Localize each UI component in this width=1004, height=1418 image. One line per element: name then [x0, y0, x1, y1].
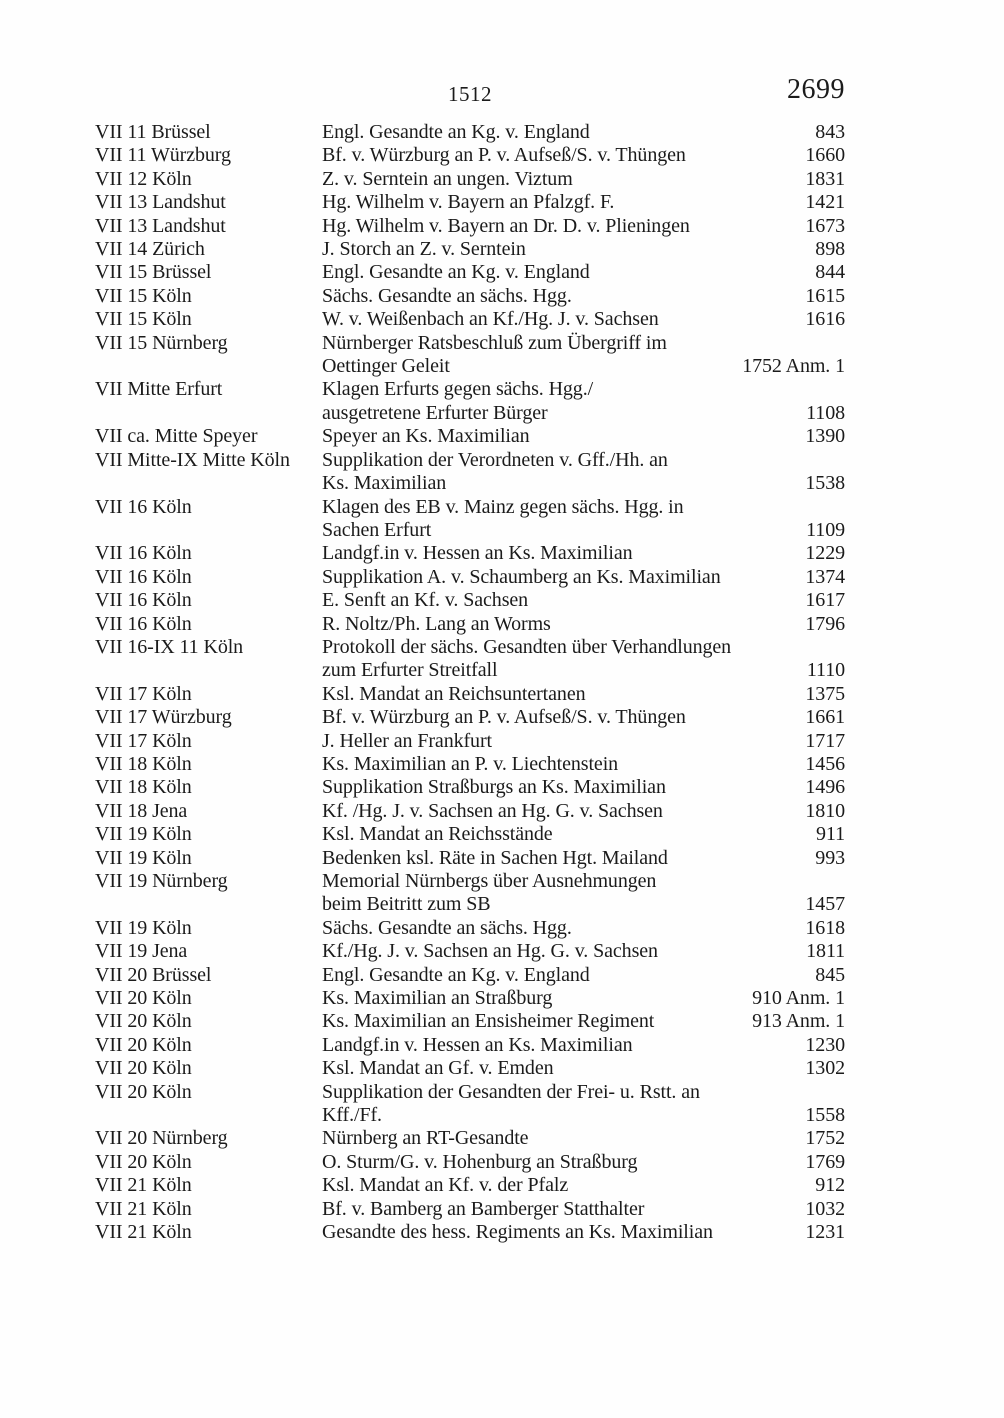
entry-page-ref	[833, 378, 845, 401]
entry-page-ref	[833, 636, 845, 659]
running-head-page-number: 2699	[787, 74, 845, 105]
index-entry-line	[95, 683, 845, 706]
entry-date: VII 20 Köln	[95, 1010, 192, 1033]
entry-description: O. Sturm/G. v. Hohenburg an Straßburg	[322, 1150, 638, 1173]
index-entry-line	[95, 870, 845, 893]
entry-page-ref: 1538	[805, 472, 845, 495]
index-list	[95, 121, 845, 1245]
entry-date	[95, 1104, 322, 1127]
entry-date: VII 15 Köln	[95, 284, 192, 307]
entry-page-ref: 898	[815, 238, 845, 261]
entry-page-ref	[833, 1081, 845, 1104]
entry-description: Kf./Hg. J. v. Sachsen an Hg. G. v. Sachsen	[322, 940, 658, 963]
index-entry-line	[95, 332, 845, 355]
entry-description: Supplikation der Gesandten der Frei- u. Rstt. an	[322, 1080, 700, 1103]
index-entry-line	[95, 800, 845, 823]
index-entry-line	[95, 449, 845, 472]
entry-page-ref: 1673	[805, 214, 845, 237]
entry-page-ref: 1752	[805, 1127, 845, 1150]
entry-page-ref: 993	[815, 846, 845, 869]
entry-page-ref: 1618	[805, 916, 845, 939]
entry-description: Gesandte des hess. Regiments an Ks. Maximilian	[322, 1221, 713, 1244]
entry-date: VII 20 Brüssel	[95, 963, 212, 986]
entry-description: R. Noltz/Ph. Lang an Worms	[322, 612, 551, 635]
entry-description: Ksl. Mandat an Reichsuntertanen	[322, 682, 586, 705]
index-entry-line	[95, 1127, 845, 1150]
index-entry-line	[95, 144, 845, 167]
index-entry-line	[95, 823, 845, 846]
entry-description: Speyer an Ks. Maximilian	[322, 425, 530, 448]
entry-description: Sachen Erfurt	[322, 518, 432, 541]
index-entry-line	[95, 847, 845, 870]
index-entry-line	[95, 1057, 845, 1080]
entry-description: Bf. v. Würzburg an P. v. Aufseß/S. v. Thüngen	[322, 706, 686, 729]
index-entry-line	[95, 636, 845, 659]
index-entry-line	[95, 1221, 845, 1244]
entry-date: VII 20 Köln	[95, 987, 192, 1010]
entry-date: VII 15 Brüssel	[95, 261, 212, 284]
entry-date: VII 16-IX 11 Köln	[95, 635, 244, 658]
entry-description: W. v. Weißenbach an Kf./Hg. J. v. Sachsen	[322, 308, 659, 331]
entry-page-ref: 1796	[805, 612, 845, 635]
entry-page-ref: 913 Anm. 1	[752, 1010, 845, 1033]
index-entry-line	[95, 1081, 845, 1104]
entry-description: Memorial Nürnbergs über Ausnehmungen	[322, 870, 657, 892]
index-entry-line	[95, 917, 845, 940]
entry-date: VII 16 Köln	[95, 612, 192, 635]
entry-date: VII 17 Köln	[95, 682, 192, 705]
index-entry-line	[95, 589, 845, 612]
entry-description: Ksl. Mandat an Reichsstände	[322, 823, 553, 846]
index-entry-line	[95, 472, 845, 495]
entry-page-ref: 1496	[805, 776, 845, 799]
entry-date: VII 19 Köln	[95, 916, 192, 939]
entry-page-ref: 1811	[806, 940, 845, 963]
index-entry-line	[95, 519, 845, 542]
entry-date: VII 19 Köln	[95, 823, 192, 846]
entry-page-ref	[833, 449, 845, 472]
entry-date: VII 21 Köln	[95, 1174, 192, 1197]
entry-date: VII 18 Köln	[95, 752, 192, 775]
index-entry-line	[95, 1151, 845, 1174]
entry-description: Bf. v. Bamberg an Bamberger Statthalter	[322, 1197, 645, 1220]
entry-page-ref: 1229	[805, 542, 845, 565]
index-entry-line	[95, 1010, 845, 1033]
entry-description: beim Beitritt zum SB	[322, 893, 491, 916]
entry-date: VII 21 Köln	[95, 1197, 192, 1220]
entry-description: ausgetretene Erfurter Bürger	[322, 401, 548, 424]
entry-description: Engl. Gesandte an Kg. v. England	[322, 963, 590, 986]
index-entry-line	[95, 776, 845, 799]
entry-page-ref: 1375	[805, 682, 845, 705]
entry-date: VII 18 Jena	[95, 799, 188, 822]
entry-date: VII 20 Köln	[95, 1033, 192, 1056]
index-entry-line	[95, 402, 845, 425]
entry-page-ref: 1108	[806, 401, 845, 424]
entry-date: VII 13 Landshut	[95, 191, 226, 214]
entry-date: VII 15 Köln	[95, 308, 192, 331]
index-entry-line	[95, 1198, 845, 1221]
entry-description: Oettinger Geleit	[322, 355, 450, 378]
entry-page-ref: 1717	[805, 729, 845, 752]
index-entry-line	[95, 1174, 845, 1197]
entry-description: Supplikation Straßburgs an Ks. Maximilian	[322, 776, 666, 799]
index-entry-line	[95, 496, 845, 519]
entry-page-ref: 1752 Anm. 1	[742, 355, 845, 378]
entry-date: VII 12 Köln	[95, 167, 192, 190]
entry-date: VII ca. Mitte Speyer	[95, 425, 258, 448]
entry-date: VII 17 Köln	[95, 729, 192, 752]
entry-page-ref: 1615	[805, 284, 845, 307]
entry-page-ref: 843	[815, 121, 845, 143]
entry-date: VII 20 Nürnberg	[95, 1127, 228, 1150]
entry-date: VII 19 Jena	[95, 940, 188, 963]
entry-date	[95, 402, 322, 425]
index-entry-line	[95, 378, 845, 401]
entry-page-ref: 1231	[805, 1221, 845, 1244]
entry-page-ref: 1302	[805, 1057, 845, 1080]
entry-description: Ksl. Mandat an Kf. v. der Pfalz	[322, 1174, 569, 1197]
entry-description: Engl. Gesandte an Kg. v. England	[322, 261, 590, 284]
entry-date: VII 11 Würzburg	[95, 144, 231, 167]
index-entry-line	[95, 987, 845, 1010]
entry-date: VII 19 Nürnberg	[95, 870, 228, 892]
entry-date: VII 18 Köln	[95, 776, 192, 799]
entry-description: Z. v. Serntein an ungen. Viztum	[322, 167, 573, 190]
entry-page-ref: 1616	[805, 308, 845, 331]
running-head-year: 1512	[448, 82, 492, 106]
entry-date	[95, 893, 322, 916]
entry-date: VII 16 Köln	[95, 542, 192, 565]
entry-page-ref	[833, 332, 845, 355]
entry-page-ref: 1558	[805, 1104, 845, 1127]
index-entry-line	[95, 1104, 845, 1127]
entry-page-ref: 1617	[805, 589, 845, 612]
entry-page-ref: 1831	[805, 167, 845, 190]
index-entry-line	[95, 1034, 845, 1057]
entry-description: E. Senft an Kf. v. Sachsen	[322, 589, 529, 612]
index-entry-line	[95, 261, 845, 284]
entry-date: VII 16 Köln	[95, 565, 192, 588]
entry-description: Ks. Maximilian an P. v. Liechtenstein	[322, 752, 619, 775]
entry-date: VII 20 Köln	[95, 1057, 192, 1080]
entry-page-ref	[833, 496, 845, 519]
index-entry-line	[95, 753, 845, 776]
index-entry-line	[95, 168, 845, 191]
entry-description: Landgf.in v. Hessen an Ks. Maximilian	[322, 542, 633, 565]
entry-description: Klagen Erfurts gegen sächs. Hgg./	[322, 378, 594, 401]
index-entry-line	[95, 940, 845, 963]
entry-page-ref: 1032	[805, 1197, 845, 1220]
entry-description: Ks. Maximilian an Straßburg	[322, 987, 553, 1010]
entry-date: VII 16 Köln	[95, 589, 192, 612]
entry-date: VII Mitte Erfurt	[95, 378, 223, 401]
entry-page-ref: 1456	[805, 752, 845, 775]
entry-date: VII 17 Würzburg	[95, 706, 232, 729]
entry-date: VII 13 Landshut	[95, 214, 226, 237]
index-entry-line	[95, 355, 845, 378]
entry-date	[95, 472, 322, 495]
entry-page-ref: 1374	[805, 565, 845, 588]
entry-description: Hg. Wilhelm v. Bayern an Pfalzgf. F.	[322, 191, 615, 214]
entry-description: J. Heller an Frankfurt	[322, 729, 492, 752]
entry-page-ref: 1457	[805, 893, 845, 916]
entry-description: Sächs. Gesandte an sächs. Hgg.	[322, 284, 572, 307]
entry-description: Bedenken ksl. Räte in Sachen Hgt. Mailand	[322, 846, 668, 869]
entry-description: Bf. v. Würzburg an P. v. Aufseß/S. v. Thüngen	[322, 144, 686, 167]
entry-page-ref: 912	[815, 1174, 845, 1197]
entry-date: VII 20 Köln	[95, 1150, 192, 1173]
entry-page-ref: 911	[816, 823, 845, 846]
index-entry-line	[95, 613, 845, 636]
entry-page-ref: 910 Anm. 1	[752, 987, 845, 1010]
entry-description: Kf. /Hg. J. v. Sachsen an Hg. G. v. Sachsen	[322, 799, 663, 822]
entry-page-ref: 1230	[805, 1033, 845, 1056]
entry-page-ref: 1110	[806, 659, 845, 682]
index-entry-line	[95, 121, 845, 144]
entry-description: Protokoll der sächs. Gesandten über Verhandlungen	[322, 635, 732, 658]
index-entry-line	[95, 308, 845, 331]
entry-description: Supplikation der Verordneten v. Gff./Hh. an	[322, 448, 668, 471]
entry-description: Kff./Ff.	[322, 1104, 382, 1127]
entry-page-ref: 844	[815, 261, 845, 284]
entry-date: VII 11 Brüssel	[95, 121, 211, 143]
entry-page-ref: 1660	[805, 144, 845, 167]
entry-page-ref: 1810	[805, 799, 845, 822]
entry-description: zum Erfurter Streitfall	[322, 659, 498, 682]
entry-description: Nürnberger Ratsbeschluß zum Übergriff im	[322, 331, 667, 354]
entry-page-ref: 1661	[805, 706, 845, 729]
index-entry-line	[95, 238, 845, 261]
entry-page-ref	[833, 870, 845, 893]
entry-description: Ks. Maximilian an Ensisheimer Regiment	[322, 1010, 655, 1033]
entry-date: VII 16 Köln	[95, 495, 192, 518]
index-entry-line	[95, 964, 845, 987]
index-entry-line	[95, 542, 845, 565]
index-entry-line	[95, 425, 845, 448]
entry-page-ref: 1769	[805, 1150, 845, 1173]
entry-page-ref: 1421	[805, 191, 845, 214]
entry-description: Ksl. Mandat an Gf. v. Emden	[322, 1057, 554, 1080]
entry-date: VII 21 Köln	[95, 1221, 192, 1244]
entry-page-ref: 845	[815, 963, 845, 986]
entry-description: Ks. Maximilian	[322, 472, 447, 495]
entry-page-ref: 1390	[805, 425, 845, 448]
index-entry-line	[95, 893, 845, 916]
entry-date: VII 19 Köln	[95, 846, 192, 869]
entry-description: Hg. Wilhelm v. Bayern an Dr. D. v. Plieningen	[322, 214, 690, 237]
index-entry-line	[95, 285, 845, 308]
entry-description: Landgf.in v. Hessen an Ks. Maximilian	[322, 1033, 633, 1056]
index-entry-line	[95, 191, 845, 214]
entry-date	[95, 355, 322, 378]
entry-date	[95, 659, 322, 682]
entry-page-ref: 1109	[806, 518, 845, 541]
index-entry-line	[95, 706, 845, 729]
entry-description: Sächs. Gesandte an sächs. Hgg.	[322, 916, 572, 939]
entry-date: VII 15 Nürnberg	[95, 331, 228, 354]
entry-description: Nürnberg an RT-Gesandte	[322, 1127, 529, 1150]
entry-date: VII 20 Köln	[95, 1080, 192, 1103]
entry-description: Supplikation A. v. Schaumberg an Ks. Maximilian	[322, 565, 721, 588]
entry-date: VII 14 Zürich	[95, 238, 205, 261]
index-entry-line	[95, 659, 845, 682]
entry-description: Klagen des EB v. Mainz gegen sächs. Hgg. in	[322, 495, 684, 518]
index-entry-line	[95, 215, 845, 238]
index-entry-line	[95, 566, 845, 589]
entry-date	[95, 519, 322, 542]
entry-description: Engl. Gesandte an Kg. v. England	[322, 121, 590, 143]
index-entry-line	[95, 730, 845, 753]
entry-description: J. Storch an Z. v. Serntein	[322, 238, 526, 261]
entry-date: VII Mitte-IX Mitte Köln	[95, 448, 290, 471]
